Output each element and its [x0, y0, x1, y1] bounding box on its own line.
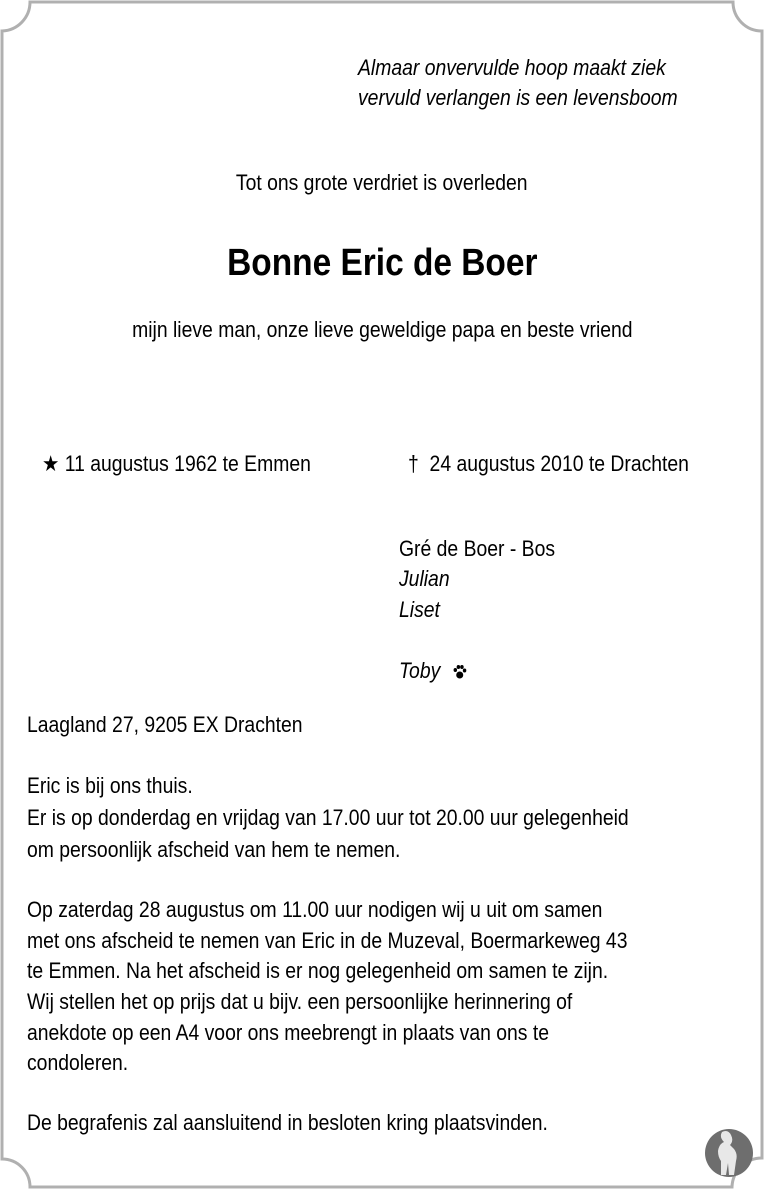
paragraph-line: om persoonlijk afscheid van hem te nemen.: [27, 837, 401, 862]
family-member-pet: [399, 658, 467, 684]
funeral-logo-icon: [705, 1129, 753, 1177]
paragraph-line: De begrafenis zal aansluitend in besloten kring plaatsvinden.: [27, 1110, 548, 1135]
quote-line: vervuld verlangen is een levensboom: [358, 85, 678, 110]
birth-line: [42, 451, 311, 477]
paragraph-line: condoleren.: [27, 1050, 129, 1075]
family-member: Liset: [399, 597, 440, 622]
death-text: 24 augustus 2010 te Drachten: [429, 451, 689, 476]
birth-text: 11 augustus 1962 te Emmen: [64, 451, 311, 476]
quote-line: Almaar onvervulde hoop maakt ziek: [358, 55, 666, 80]
cross-icon: †: [408, 451, 419, 476]
star-icon: ★: [42, 451, 60, 476]
paragraph-line: Op zaterdag 28 augustus om 11.00 uur nodigen wij u uit om samen: [27, 897, 603, 922]
paw-icon: [453, 664, 467, 680]
paragraph-line: te Emmen. Na het afscheid is er nog gelegenheid om samen te zijn.: [27, 958, 609, 983]
paragraph-line: anekdote op een A4 voor ons meebrengt in plaats van ons te: [27, 1020, 550, 1045]
deceased-name: Bonne Eric de Boer: [226, 242, 538, 284]
paragraph-line: Eric is bij ons thuis.: [27, 773, 193, 798]
paragraph-line: met ons afscheid te nemen van Eric in de Muzeval, Boermarkeweg 43: [27, 928, 628, 953]
paragraph-line: Er is op donderdag en vrijdag van 17.00 uur tot 20.00 uur gelegenheid: [27, 805, 629, 830]
subtitle-text: mijn lieve man, onze lieve geweldige papa en beste vriend: [131, 317, 633, 342]
paragraph-line: Wij stellen het op prijs dat u bijv. een persoonlijke herinnering of: [27, 989, 573, 1014]
family-member: Gré de Boer - Bos: [399, 536, 556, 561]
pet-name: Toby: [399, 658, 441, 683]
address: Laagland 27, 9205 EX Drachten: [27, 712, 303, 737]
intro-text: Tot ons grote verdriet is overleden: [236, 170, 528, 195]
death-line: [408, 451, 689, 477]
family-member: Julian: [399, 566, 450, 591]
